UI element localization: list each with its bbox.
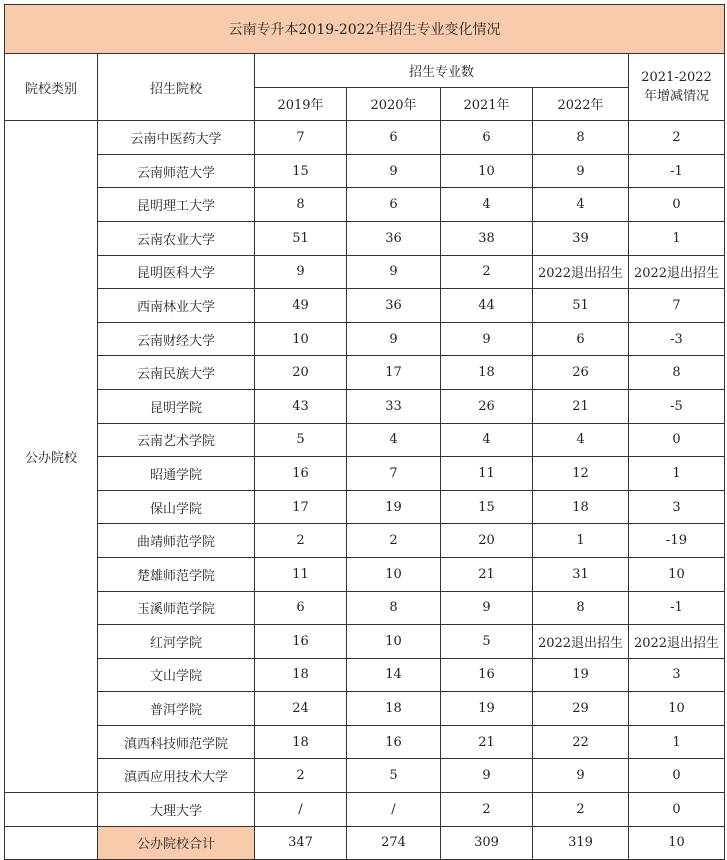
cell-value: 21	[441, 557, 533, 591]
cell-value: 2	[255, 759, 347, 793]
cell-value: 2	[347, 524, 441, 558]
table-row	[5, 725, 725, 759]
school-name: 保山学院	[98, 490, 255, 524]
table-row	[5, 591, 725, 625]
header-year: 2020年	[347, 87, 441, 121]
cell-value: 18	[533, 490, 629, 524]
cell-value: 9	[347, 322, 441, 356]
cell-value: 49	[255, 289, 347, 323]
cell-value: 15	[255, 154, 347, 188]
cell-value: 1	[533, 524, 629, 558]
category-cell: 公办院校	[5, 121, 98, 793]
cell-value: 16	[347, 725, 441, 759]
table-row	[5, 692, 725, 726]
cell-value: 14	[347, 658, 441, 692]
cell-value: 10	[255, 322, 347, 356]
cell-value: /	[255, 793, 347, 827]
cell-value: 2022退出招生	[533, 255, 629, 289]
cell-value: 26	[441, 389, 533, 423]
cell-value: 2	[441, 255, 533, 289]
cell-value: 10	[629, 557, 725, 591]
cell-value: 43	[255, 389, 347, 423]
cell-value: 18	[255, 725, 347, 759]
cell-value: 5	[441, 625, 533, 659]
table-row	[5, 389, 725, 423]
category-cell-empty	[5, 826, 98, 860]
cell-value: 22	[533, 725, 629, 759]
cell-value: 309	[441, 826, 533, 860]
cell-value: 9	[533, 154, 629, 188]
cell-value: 11	[255, 557, 347, 591]
cell-value: 33	[347, 389, 441, 423]
cell-value: 9	[347, 255, 441, 289]
cell-value: 21	[533, 389, 629, 423]
cell-value: 29	[533, 692, 629, 726]
cell-value: 1	[629, 221, 725, 255]
cell-value: 2	[441, 793, 533, 827]
cell-value: 319	[533, 826, 629, 860]
cell-value: 39	[533, 221, 629, 255]
table-row	[5, 188, 725, 222]
cell-value: 31	[533, 557, 629, 591]
table-row	[5, 557, 725, 591]
cell-value: 1	[629, 725, 725, 759]
cell-value: 51	[533, 289, 629, 323]
cell-value: 20	[441, 524, 533, 558]
cell-value: 8	[347, 591, 441, 625]
enrollment-table	[4, 4, 725, 860]
school-name: 云南中医药大学	[98, 121, 255, 155]
table-row	[5, 457, 725, 491]
cell-value: 10	[441, 154, 533, 188]
cell-value: 9	[533, 759, 629, 793]
cell-value: 4	[441, 423, 533, 457]
header-category: 院校类别	[5, 54, 98, 121]
school-name: 昆明学院	[98, 389, 255, 423]
cell-value: -5	[629, 389, 725, 423]
extra-row	[5, 793, 725, 827]
school-name: 文山学院	[98, 658, 255, 692]
cell-value: 2	[533, 793, 629, 827]
category-cell-empty	[5, 793, 98, 827]
cell-value: 16	[441, 658, 533, 692]
cell-value: 10	[629, 826, 725, 860]
school-name: 云南财经大学	[98, 322, 255, 356]
cell-value: 16	[255, 625, 347, 659]
cell-value: 6	[533, 322, 629, 356]
school-name: 昆明医科大学	[98, 255, 255, 289]
cell-value: -3	[629, 322, 725, 356]
cell-value: -1	[629, 154, 725, 188]
cell-value: 7	[347, 457, 441, 491]
cell-value: /	[347, 793, 441, 827]
cell-value: 4	[533, 423, 629, 457]
cell-value: 36	[347, 221, 441, 255]
table-row	[5, 255, 725, 289]
cell-value: 11	[441, 457, 533, 491]
cell-value: 10	[347, 557, 441, 591]
cell-value: 5	[347, 759, 441, 793]
header-year: 2022年	[533, 87, 629, 121]
cell-value: 8	[533, 591, 629, 625]
cell-value: 9	[441, 759, 533, 793]
cell-value: 21	[441, 725, 533, 759]
cell-value: 10	[347, 625, 441, 659]
school-name: 滇西应用技术大学	[98, 759, 255, 793]
school-name: 玉溪师范学院	[98, 591, 255, 625]
school-name: 云南师范大学	[98, 154, 255, 188]
table-row	[5, 490, 725, 524]
table-row	[5, 121, 725, 155]
cell-value: 2	[629, 121, 725, 155]
cell-value: 9	[255, 255, 347, 289]
table-row	[5, 423, 725, 457]
cell-value: 17	[255, 490, 347, 524]
cell-value: 18	[347, 692, 441, 726]
school-name: 西南林业大学	[98, 289, 255, 323]
school-name: 云南艺术学院	[98, 423, 255, 457]
cell-value: -1	[629, 591, 725, 625]
cell-value: 4	[441, 188, 533, 222]
cell-value: 19	[533, 658, 629, 692]
table-row	[5, 524, 725, 558]
cell-value: 2022退出招生	[629, 625, 725, 659]
school-name: 昭通学院	[98, 457, 255, 491]
cell-value: 8	[629, 356, 725, 390]
cell-value: 5	[255, 423, 347, 457]
header-count: 招生专业数	[255, 54, 629, 88]
table-title: 云南专升本2019-2022年招生专业变化情况	[5, 5, 725, 54]
cell-value: 2022退出招生	[629, 255, 725, 289]
table-row	[5, 322, 725, 356]
table-row	[5, 356, 725, 390]
cell-value: 26	[533, 356, 629, 390]
cell-value: 20	[255, 356, 347, 390]
cell-value: 2	[255, 524, 347, 558]
cell-value: 8	[533, 121, 629, 155]
cell-value: 44	[441, 289, 533, 323]
header-school: 招生院校	[98, 54, 255, 121]
school-name: 普洱学院	[98, 692, 255, 726]
cell-value: 347	[255, 826, 347, 860]
school-name: 楚雄师范学院	[98, 557, 255, 591]
table-row	[5, 154, 725, 188]
cell-value: 19	[347, 490, 441, 524]
cell-value: 0	[629, 423, 725, 457]
total-row	[5, 826, 725, 860]
cell-value: 6	[255, 591, 347, 625]
cell-value: 1	[629, 457, 725, 491]
cell-value: 17	[347, 356, 441, 390]
cell-value: 7	[255, 121, 347, 155]
school-name: 公办院校合计	[98, 826, 255, 860]
cell-value: 38	[441, 221, 533, 255]
header-year: 2019年	[255, 87, 347, 121]
cell-value: 36	[347, 289, 441, 323]
school-name: 云南民族大学	[98, 356, 255, 390]
table-row	[5, 289, 725, 323]
cell-value: 15	[441, 490, 533, 524]
school-name: 滇西科技师范学院	[98, 725, 255, 759]
school-name: 昆明理工大学	[98, 188, 255, 222]
cell-value: 19	[441, 692, 533, 726]
header-year: 2021年	[441, 87, 533, 121]
cell-value: 7	[629, 289, 725, 323]
cell-value: 4	[347, 423, 441, 457]
cell-value: 0	[629, 759, 725, 793]
cell-value: 51	[255, 221, 347, 255]
cell-value: 6	[347, 188, 441, 222]
cell-value: 9	[441, 322, 533, 356]
cell-value: 6	[347, 121, 441, 155]
table-row	[5, 625, 725, 659]
school-name: 大理大学	[98, 793, 255, 827]
cell-value: 24	[255, 692, 347, 726]
cell-value: 2022退出招生	[533, 625, 629, 659]
cell-value: -19	[629, 524, 725, 558]
cell-value: 8	[255, 188, 347, 222]
cell-value: 4	[533, 188, 629, 222]
cell-value: 18	[255, 658, 347, 692]
school-name: 曲靖师范学院	[98, 524, 255, 558]
cell-value: 3	[629, 490, 725, 524]
table-row	[5, 658, 725, 692]
cell-value: 12	[533, 457, 629, 491]
cell-value: 9	[441, 591, 533, 625]
cell-value: 3	[629, 658, 725, 692]
cell-value: 0	[629, 793, 725, 827]
cell-value: 6	[441, 121, 533, 155]
cell-value: 16	[255, 457, 347, 491]
header-change: 2021-2022年增减情况	[629, 54, 725, 121]
cell-value: 10	[629, 692, 725, 726]
table-row	[5, 221, 725, 255]
table-row	[5, 759, 725, 793]
cell-value: 0	[629, 188, 725, 222]
school-name: 云南农业大学	[98, 221, 255, 255]
cell-value: 9	[347, 154, 441, 188]
cell-value: 18	[441, 356, 533, 390]
cell-value: 274	[347, 826, 441, 860]
school-name: 红河学院	[98, 625, 255, 659]
